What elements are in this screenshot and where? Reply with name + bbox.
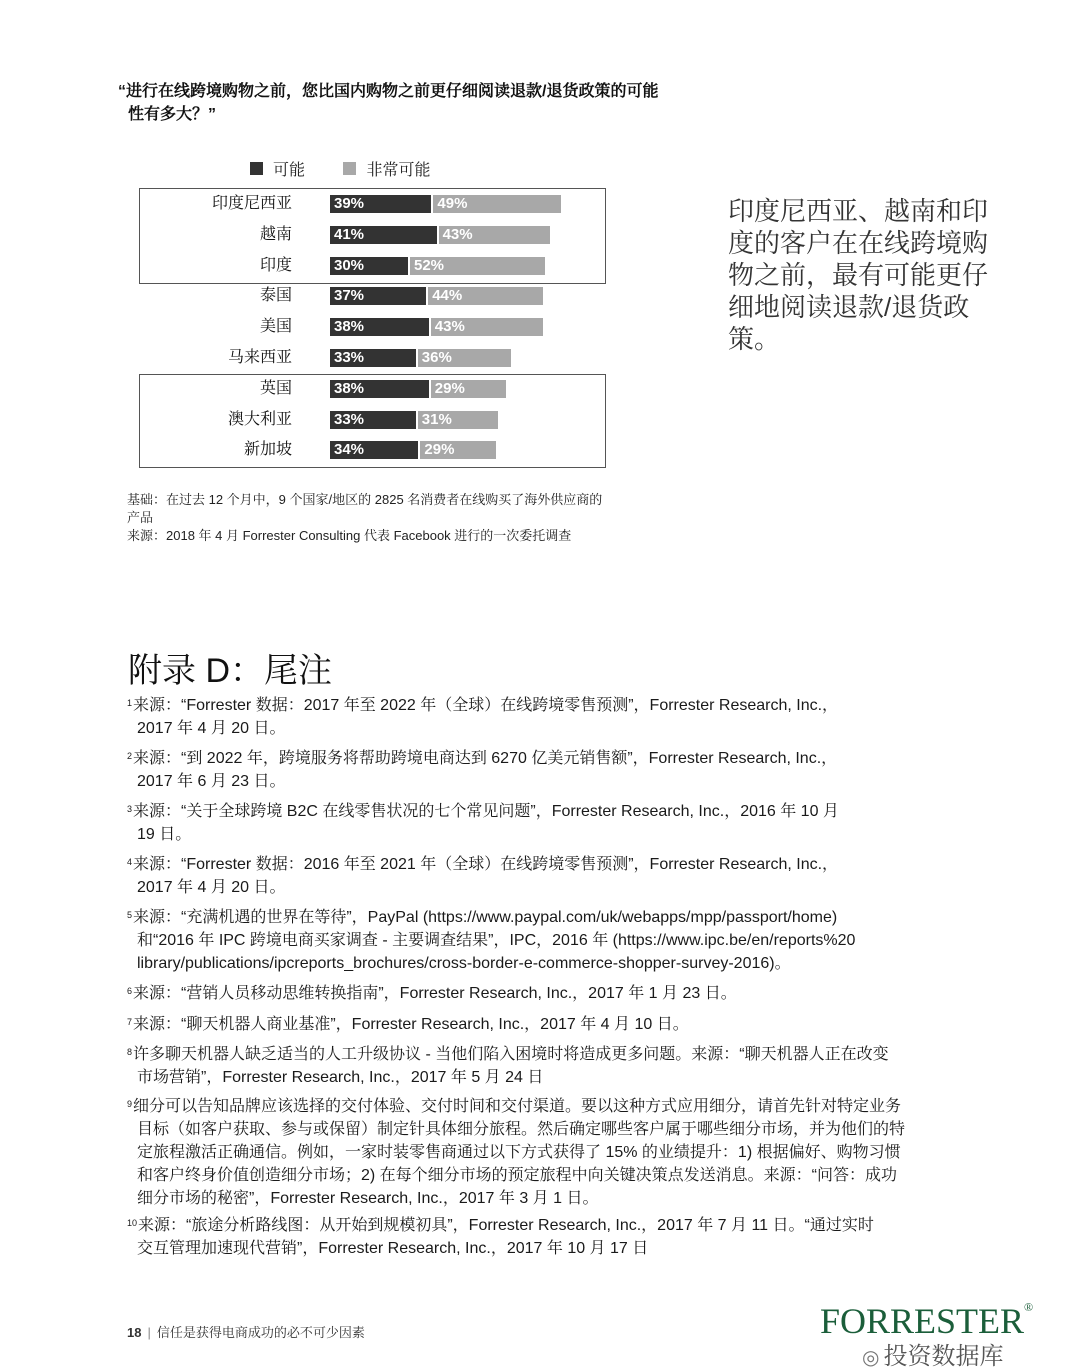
footnote-line: 目标（如客户获取、参与或保留）制定针具体细分旅程。然后确定哪些客户属于哪些细分市场，并为他们的特 [137,1121,906,1138]
footnote-number: 6 [127,986,133,996]
question-line2: 性有多大？” [128,106,217,123]
footnote-line: 定旅程激活正确通信。例如，一家时装零售商通过以下方式获得了 15% 的业绩提升：1) 根据偏好、购物习惯 [137,1144,901,1161]
footnote-line: 来源：“Forrester 数据：2016 年至 2021 年（全球）在线跨境零售预测”，Forrester Research, Inc.， [133,856,839,873]
category-label: 印度尼西亚 [211,195,292,212]
footnote-line: 2017 年 4 月 20 日。 [137,879,286,896]
bar-likely: 38% [330,380,429,398]
page-footer [127,1322,365,1341]
category-label: 印度 [259,256,292,274]
note-base: 基础：在过去 12 个月中，9 个国家/地区的 2825 名消费者在线购买了海外供应商的 [127,492,603,507]
footnote-line: 和“2016 年 IPC 跨境电商买家调查 - 主要调查结果”，IPC，2016 年 (https://www.ipc.be/en/reports%20 [137,932,856,949]
footnote-line: 许多聊天机器人缺乏适当的人工升级协议 - 当他们陷入困境时将造成更多问题。来源：“聊天机器人正在改变 [133,1046,889,1063]
footnote-9 [127,1095,1007,1210]
footnote-line: 来源：“关于全球跨境 B2C 在线零售状况的七个常见问题”，Forrester Research, Inc.，2016 年 10 月 [133,803,839,820]
footnote-line: 市场营销”，Forrester Research, Inc.，2017 年 5 月 24 日 [137,1069,544,1086]
footnote-line: library/publications/ipcreports_brochures/cross-border-e-commerce-shopper-survey-2016)。 [137,955,791,972]
category-label: 越南 [259,225,292,243]
footnote-line: 来源：“到 2022 年，跨境服务将帮助跨境电商达到 6270 亿美元销售额”，Forrester Research, Inc.， [133,750,838,767]
bar-likely: 33% [330,349,416,367]
footnote-6 [127,982,1007,1005]
bar-very-likely: 29% [420,441,495,459]
bar-likely: 39% [330,195,431,213]
wechat-icon: ◎ [862,1347,880,1369]
footnote-number: 2 [127,751,133,761]
footnote-2 [127,747,1007,793]
legend-swatch-likely [250,162,263,175]
category-label: 澳大利亚 [227,410,292,428]
bar-likely: 37% [330,287,426,305]
footnote-5 [127,906,1007,975]
footnote-line: 来源：“营销人员移动思维转换指南”，Forrester Research, Inc.，2017 年 1 月 23 日。 [133,985,737,1002]
bar-likely: 33% [330,411,416,429]
legend-swatch-very-likely [343,162,356,175]
footnote-number: 1 [127,698,133,708]
footnote-line: 2017 年 6 月 23 日。 [137,773,286,790]
footnote-line: 细分市场的秘密”，Forrester Research, Inc.，2017 年 3 月 1 日。 [137,1190,599,1207]
bar-very-likely: 44% [428,287,542,305]
callout-text: 印度尼西亚、越南和印度的客户在在线跨境购物之前，最有可能更仔细地阅读退款/退货政策。 [728,196,989,354]
bar-very-likely: 43% [439,226,551,244]
note-source: 来源：2018 年 4 月 Forrester Consulting 代表 Facebook 进行的一次委托调查 [127,528,572,543]
bar-likely: 38% [330,318,429,336]
watermark [862,1336,1003,1371]
footnote-number: 7 [127,1017,133,1027]
category-label: 美国 [259,318,292,336]
footnote-10 [127,1214,1007,1260]
bar-very-likely: 36% [418,349,512,367]
bar-likely: 34% [330,441,418,459]
watermark-text: 投资数据库 [883,1343,1004,1370]
bar-very-likely: 43% [431,318,543,336]
logo-text: FORRESTER [820,1301,1025,1341]
footnote-7 [127,1013,1007,1036]
category-label: 新加坡 [243,441,292,459]
footnote-line: 和客户终身价值创造细分市场；2) 在每个细分市场的预定旅程中向关键决策点发送消息。来源：“问答：成功 [137,1167,898,1184]
bar-very-likely: 52% [410,257,545,275]
footnote-line: 来源：“聊天机器人商业基准”，Forrester Research, Inc.，2017 年 4 月 10 日。 [133,1016,689,1033]
footnote-number: 8 [127,1047,133,1057]
footnote-line: 来源：“旅途分析路线图：从开始到规模初具”，Forrester Research, Inc.，2017 年 7 月 11 日。“通过实时 [138,1217,874,1234]
footnote-8 [127,1043,1007,1089]
footer-title: 信任是获得电商成功的必不可少因素 [156,1325,365,1340]
legend-item-likely [250,157,305,180]
footnote-line: 交互管理加速现代营销”，Forrester Research, Inc.，2017 年 10 月 17 日 [137,1240,649,1257]
footnote-line: 细分可以告知品牌应该选择的交付体验、交付时间和交付渠道。要以这种方式应用细分，请首先针对特定业务 [133,1098,902,1115]
footnote-number: 3 [127,804,133,814]
footnote-line: 来源：“Forrester 数据：2017 年至 2022 年（全球）在线跨境零售预测”，Forrester Research, Inc.， [133,697,839,714]
footer-separator: | [147,1325,151,1340]
footnote-number: 10 [127,1218,138,1228]
note-base-cont: 产品 [127,510,154,525]
chart-question [118,80,678,126]
bar-likely: 41% [330,226,437,244]
footnote-number: 5 [127,910,133,920]
chart-legend [250,157,464,180]
footnote-line: 2017 年 4 月 20 日。 [137,720,286,737]
legend-label-likely: 可能 [273,162,306,179]
bar-very-likely: 49% [433,195,560,213]
category-label: 马来西亚 [227,349,292,366]
footnote-line: 来源：“充满机遇的世界在等待”，PayPal (https://www.paypal.com/uk/webapps/mpp/passport/home) [133,909,838,926]
page-number: 18 [127,1325,142,1340]
footnote-number: 9 [127,1099,133,1109]
footnote-number: 4 [127,857,133,867]
appendix-title: 附录 D：尾注 [128,652,332,690]
bar-very-likely: 31% [418,411,499,429]
category-label: 英国 [259,379,292,397]
category-label: 泰国 [259,287,292,305]
bar-likely: 30% [330,257,408,275]
question-line1: “进行在线跨境购物之前，您比国内购物之前更仔细阅读退款/退货政策的可能 [118,83,659,100]
logo-registered: ® [1024,1300,1034,1314]
footnote-3 [127,800,1007,846]
bar-very-likely: 29% [431,380,506,398]
footnote-1 [127,694,1007,740]
legend-label-very-likely: 非常可能 [366,162,431,179]
footnote-line: 19 日。 [137,826,192,843]
legend-item-very-likely [343,157,430,180]
footnote-4 [127,853,1007,899]
